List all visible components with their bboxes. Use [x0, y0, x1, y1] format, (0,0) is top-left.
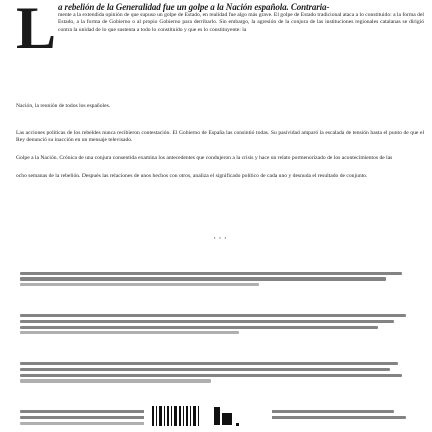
- intro-tail: Nación, la reunión de todos los españoles.: [16, 103, 111, 109]
- intro-paragraph: mente a la extendida opinión de que supuso un golpe de Estado, en realidad fue algo más grave. El golpe de Estado tradicional ataca a lo constituido: a la forma del Estado, a la forma de Gobierno o al propio Gobierno para derribarlo. Sin embargo, la agresión de la conjura de las instituciones regionales catalanas se dirigió contra la unidad de lo que sustenta a todo lo constituido y que es lo constituyente: la: [58, 12, 424, 33]
- body-paragraph: Las acciones políticas de los rebeldes nunca recibieron contestación. El Gobierno de España las consintió todas. Su pasividad amparó la escalada de tensión hasta el punto de que el Rey denunció su inacción en un mensaje televisado.: [16, 130, 424, 144]
- body-paragraph: ocho semanas de la rebelión. Después las relaciones de unos hechos con otros, analiza el significado político de cada uno y desnuda el resultado de conjunto.: [16, 173, 368, 179]
- body-paragraph: Golpe a la Nación. Crónica de una conjura consentida examina los antecedentes que condujeron a la crisis y hace un relato pormenorizado de los acontecimientos de las: [16, 155, 393, 161]
- list-item: [20, 251, 418, 286]
- running-title: a rebelión de la Generalidad fue un golpe a la Nación española. Contraria-: [58, 2, 330, 12]
- blurred-quote-block: [20, 251, 418, 401]
- document-page: [16, 0, 424, 432]
- barcode-logo-icon: [144, 403, 272, 429]
- section-separator: · · ·: [213, 233, 227, 243]
- list-item: [20, 293, 418, 334]
- drop-cap: L: [16, 0, 57, 61]
- list-item: [20, 341, 418, 382]
